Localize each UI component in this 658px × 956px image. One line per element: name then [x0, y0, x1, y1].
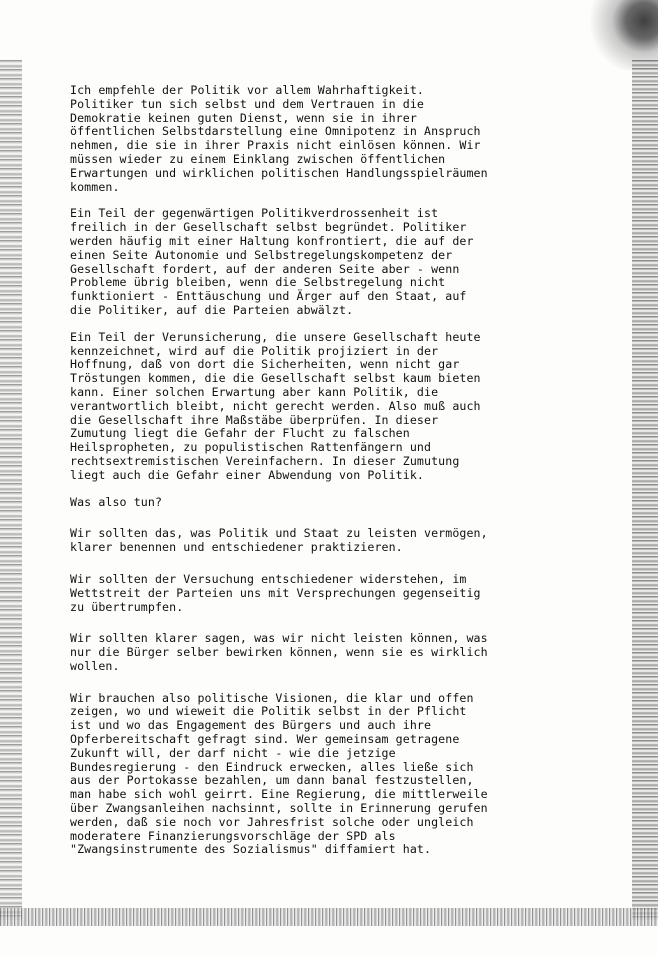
- paragraph-visions: Wir brauchen also politische Visionen, die klar und offen zeigen, wo und wieweit die Politik selbst in der Pflicht ist und wo das Engagement des Bürgers und auch ihre Opferbereitschaft gefragt sind. Wer gemeinsam getragene Zukunft will, der darf nicht - wie die jetzige Bundesregierung - den Eindruck erwecken, alles ließe sich aus der Portokasse bezahlen, um dann banal festzustellen, man habe sich wohl geirrt. Eine Regierung, die mittlerweile über Zwangsanleihen nachsinnt, sollte in Erinnerung gerufen werden, daß sie noch vor Jahresfrist solche oder ungleich moderatere Finanzierungsvorschläge der SPD als "Zwangsinstrumente des Sozialismus" diffamiert hat.: [70, 690, 488, 857]
- scan-edge-right: [632, 60, 658, 920]
- paragraph-uncertainty: Ein Teil der Verunsicherung, die unsere Gesellschaft heute kennzeichnet, wird auf die Politik projiziert in der Hoffnung, daß von dort die Sicherheiten, wenn nicht gar Tröstungen kommen, die die Gesellschaft selbst kaum bieten kann. Einer solchen Erwartung aber kann Politik, die verantwortlich bleibt, nicht gerecht werden. Also muß auch die Gesellschaft ihre Maßstäbe überprüfen. In dieser Zumutung liegt die Gefahr der Flucht zu falschen Heilspropheten, zu populistischen Rattenfängern und rechtsextremistischen Vereinfachern. In dieser Zumutung liegt auch die Gefahr einer Abwendung von Politik.: [70, 329, 481, 482]
- paragraph-politics-fatigue: Ein Teil der gegenwärtigen Politikverdrossenheit ist freilich in der Gesellschaft selbst begründet. Politiker werden häufig mit einer Haltung konfrontiert, die auf der einen Seite Autonomie und Selbstregelungskompetenz der Gesellschaft fordert, auf der anderen Seite aber - wenn Probleme übrig bleiben, wenn die Selbstregelung nicht funktioniert - Enttäuschung und Ärger auf den Staat, auf die Politiker, auf die Parteien abwälzt.: [70, 206, 474, 317]
- paragraph-resist-temptation: Wir sollten der Versuchung entschiedener widerstehen, im Wettstreit der Parteien uns mit Versprechungen gegenseitig zu übertrumpfen.: [70, 571, 481, 614]
- scan-edge-bottom: [0, 908, 658, 926]
- document-body: [70, 84, 540, 870]
- scan-edge-left: [0, 60, 22, 920]
- paragraph-question: Was also tun?: [70, 494, 163, 509]
- paragraph-truthfulness: Ich empfehle der Politik vor allem Wahrhaftigkeit. Politiker tun sich selbst und dem Vertrauen in die Demokratie keinen guten Dienst, wenn sie in ihrer öffentlichen Selbstdarstellung eine Omnipotenz in Anspruch nehmen, die sie in ihrer Praxis nicht einlösen können. Wir müssen wieder zu einem Einklang zwischen öffentlichen Erwartungen und wirklichen politischen Handlungsspielräumen kommen.: [70, 83, 488, 194]
- paragraph-say-clearly: Wir sollten klarer sagen, was wir nicht leisten können, was nur die Bürger selber bewirken können, wenn sie es wirklich wollen.: [70, 631, 488, 673]
- paragraph-name-clearly: Wir sollten das, was Politik und Staat zu leisten vermögen, klarer benennen und entschiedener praktizieren.: [70, 526, 488, 555]
